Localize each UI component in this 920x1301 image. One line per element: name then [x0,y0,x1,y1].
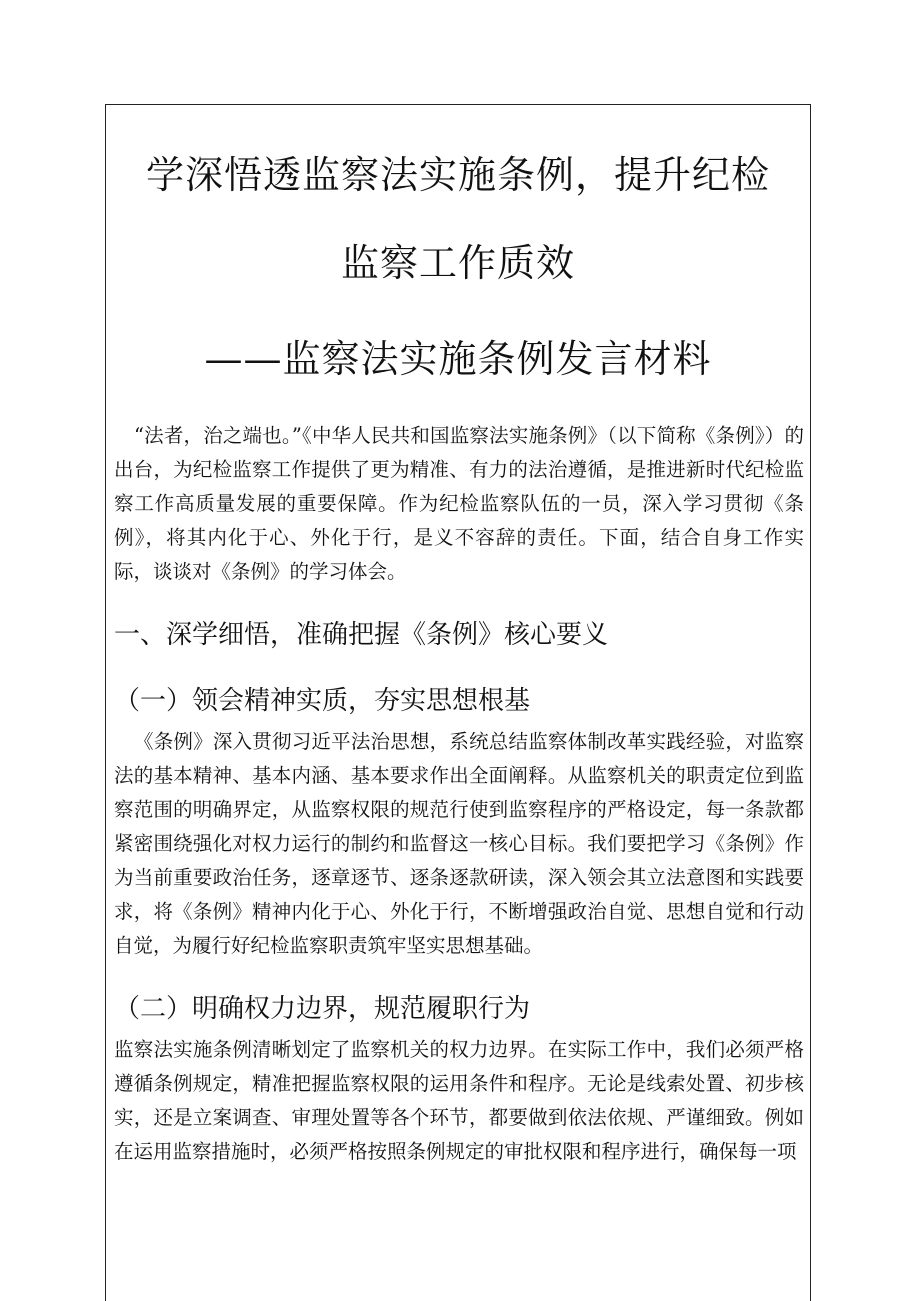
document-body [106,419,810,1169]
subsection-2-paragraph: 监察法实施条例清晰划定了监察机关的权力边界。在实际工作中，我们必须严格遵循条例规定，精准把握监察权限的运用条件和程序。无论是线索处置、初步核实，还是立案调查、审理处置等各个环节，都要做到依法依规、严谨细致。例如在运用监察措施时，必须严格按照条例规定的审批权限和程序进行，确保每一项 [114,1038,804,1163]
subsection-2-heading: （二）明确权力边界，规范履职行为 [114,994,531,1024]
document-title [106,131,810,307]
document-frame [105,104,811,1301]
title-line-2: 监察工作质效 [340,241,575,285]
subsection-1-paragraph: 《条例》深入贯彻习近平法治思想，系统总结监察体制改革实践经验，对监察法的基本精神、基本内涵、基本要求作出全面阐释。从监察机关的职责定位到监察范围的明确界定，从监察权限的规范行使到监察程序的严格设定，每一条款都紧密围绕强化对权力运行的制约和监督这一核心目标。我们要把学习《条例》作为当前重要政治任务，逐章逐节、逐条逐款研读，深入领会其立法意图和实践要求，将《条例》精神内化于心、外化于行，不断增强政治自觉、思想自觉和行动自觉，为履行好纪检监察职责筑牢坚实思想基础。 [114,730,804,957]
subsection-1-heading: （一）领会精神实质，夯实思想根基 [114,686,531,716]
title-line-1: 学深悟透监察法实施条例，提升纪检 [145,153,770,197]
document-subtitle: ——监察法实施条例发言材料 [204,337,712,381]
intro-paragraph: “法者，治之端也。”《中华人民共和国监察法实施条例》（以下简称《条例》）的出台，为纪检监察工作提供了更为精准、有力的法治遵循，是推进新时代纪检监察工作高质量发展的重要保障。作为纪检监察队伍的一员，深入学习贯彻《条例》，将其内化于心、外化于行，是义不容辞的责任。下面，结合自身工作实际，谈谈对《条例》的学习体会。 [114,424,804,583]
section-1-heading: 一、深学细悟，准确把握《条例》核心要义 [114,620,609,650]
